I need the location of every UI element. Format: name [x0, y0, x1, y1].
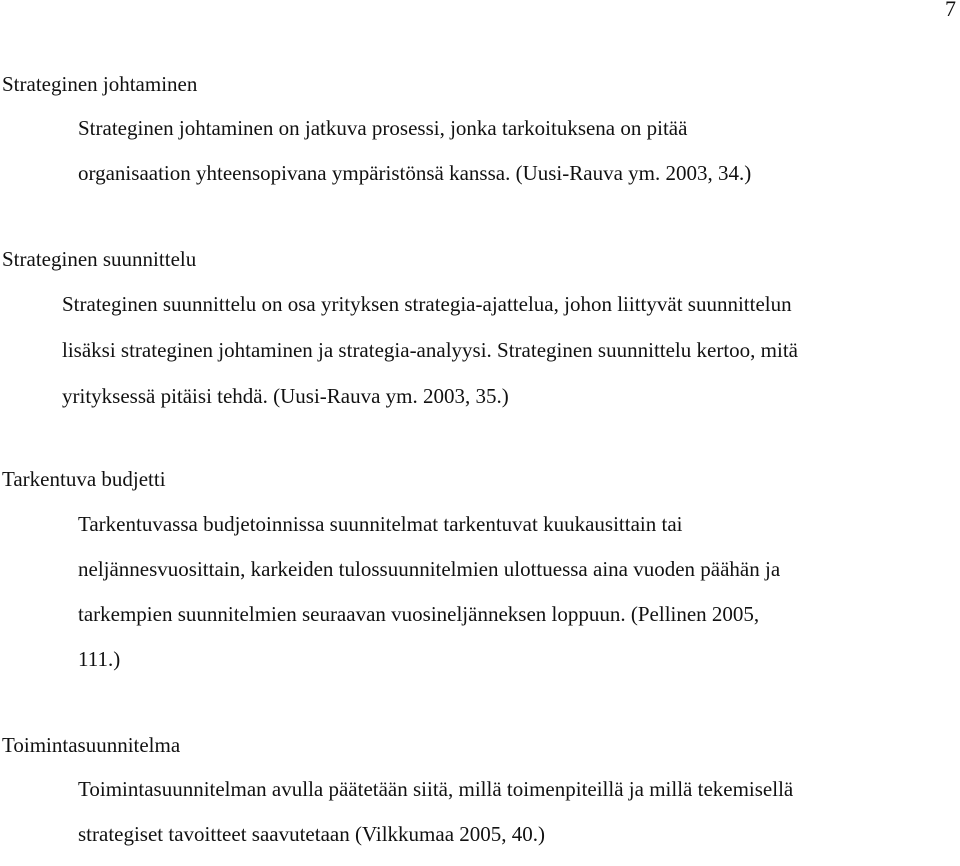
- section-title-strateginen-suunnittelu: Strateginen suunnittelu: [2, 247, 197, 271]
- section-body-strateginen-suunnittelu: [62, 291, 798, 429]
- body-line: tarkempien suunnitelmien seuraavan vuosineljänneksen loppuun. (Pellinen 2005,: [78, 602, 760, 626]
- body-line: Strateginen johtaminen on jatkuva prosessi, jonka tarkoituksena on pitää: [78, 116, 688, 140]
- body-line: Strateginen suunnittelu on osa yrityksen strategia-ajattelua, johon liittyvät suunnittelun: [62, 292, 792, 316]
- section-body-tarkentuva-budjetti: [78, 511, 780, 691]
- body-line: lisäksi strateginen johtaminen ja strategia-analyysi. Strateginen suunnittelu kertoo, mitä: [62, 338, 798, 362]
- section-body-strateginen-johtaminen: [78, 115, 751, 205]
- body-line: Tarkentuvassa budjetoinnissa suunnitelmat tarkentuvat kuukausittain tai: [78, 512, 683, 536]
- section-title-strateginen-johtaminen: Strateginen johtaminen: [2, 72, 198, 96]
- body-line: neljännesvuosittain, karkeiden tulossuunnitelmien ulottuessa aina vuoden päähän ja: [78, 557, 781, 581]
- body-line: strategiset tavoitteet saavutetaan (Vilkkumaa 2005, 40.): [78, 822, 546, 846]
- body-line: organisaation yhteensopivana ympäristönsä kanssa. (Uusi-Rauva ym. 2003, 34.): [78, 161, 752, 185]
- body-line: Toimintasuunnitelman avulla päätetään siitä, millä toimenpiteillä ja millä tekemisellä: [78, 777, 794, 801]
- section-title-toimintasuunnitelma: Toimintasuunnitelma: [2, 733, 181, 757]
- body-line: yrityksessä pitäisi tehdä. (Uusi-Rauva ym. 2003, 35.): [62, 384, 509, 408]
- body-line: 111.): [78, 647, 121, 671]
- section-title-tarkentuva-budjetti: Tarkentuva budjetti: [2, 467, 166, 491]
- section-body-toimintasuunnitelma: [78, 776, 793, 866]
- page-number: 7: [945, 0, 956, 21]
